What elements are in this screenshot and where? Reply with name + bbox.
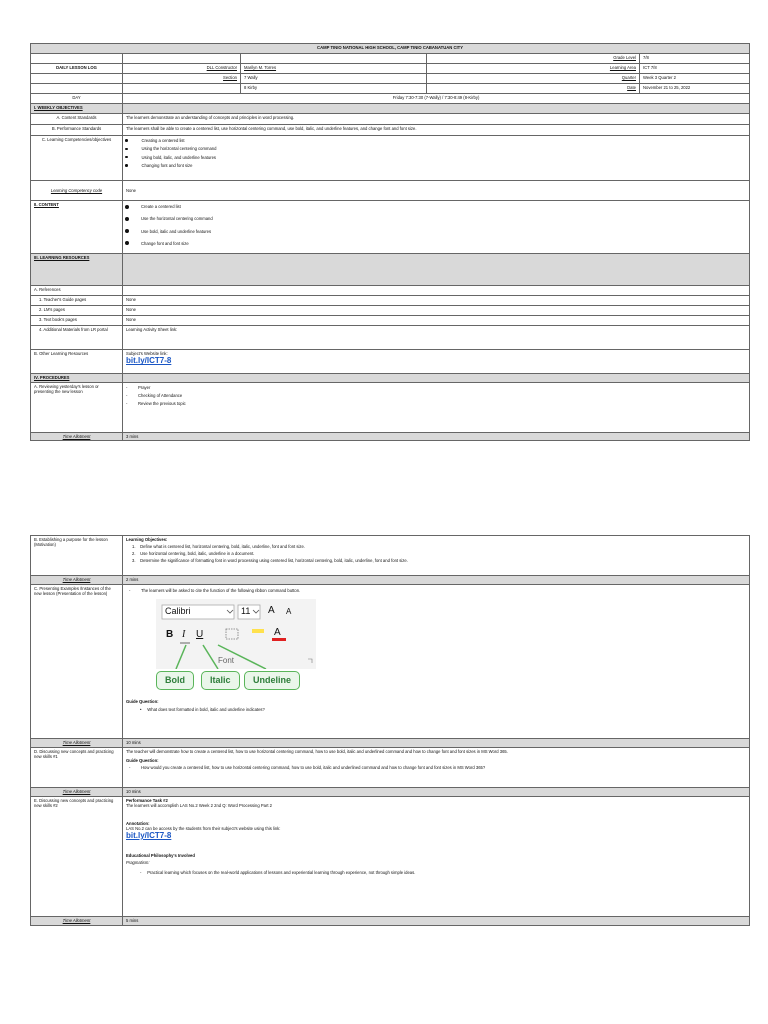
lesson-log-page-1 (30, 43, 749, 441)
procedure-d-label: D. Discussing new concepts and practicing new skills #1 (31, 748, 123, 788)
list-item: Using bold, italic, and underline features (125, 155, 749, 160)
textbook-value: None (123, 316, 750, 326)
bold-icon[interactable]: B (166, 628, 174, 640)
time-allotment-label: Time Allotment (31, 739, 123, 748)
grow-font-icon[interactable]: A (268, 604, 275, 616)
bullet-icon (125, 241, 129, 245)
school-name: CAMP TINIO NATIONAL HIGH SCHOOL, CAMP TINIO CABANATUAN CITY (31, 44, 750, 54)
competency-code-value: None (123, 181, 750, 201)
time-allotment-value: 10 mins (123, 788, 750, 797)
time-allotment-label: Time Allotment (31, 788, 123, 797)
pragmatism-text: - Practical learning which focuses on the real-world applications of lessons and experiential learning through experience, not through simple ideas. (140, 869, 416, 875)
other-resources-value: Subject's Website link: (126, 351, 168, 356)
list-item: - How would you create a centered list, how to use horizontal centering command, how to use bold, italic and underlined command and how to change font and font sizes in MS Word 365? (129, 765, 746, 770)
guide-question-title: Guide Question: (126, 698, 159, 704)
bullet-icon (125, 139, 128, 142)
philosophy-title: Educational Philosophy's Involved (126, 853, 195, 858)
references-label: A. References (31, 286, 123, 296)
list-item: Create a centered list (125, 204, 749, 209)
teachers-guide-label: 1. Teacher's Guide pages (31, 296, 123, 306)
underline-icon[interactable]: U (196, 628, 204, 640)
performance-standards-value: The learners shall be able to create a centered list, use horizontal centering command, use bold, italic, and underline features, and change font and font size. (123, 125, 750, 136)
additional-materials-value: Learning Activity Sheet link: (123, 326, 750, 350)
log-title: DAILY LESSON LOG (31, 64, 123, 74)
performance-task-text: The learners will accomplish LAS No.2 Week 2 2nd Q: Word Processing Part 2 (126, 803, 273, 809)
bullet-icon (125, 164, 128, 167)
grade-level-value: 7/8 (640, 54, 750, 64)
bullet-icon (125, 156, 128, 159)
procedure-d-text: The teacher will demonstrate how to create a centered list, how to use horizontal centering command, how to use bold, italic and underlined command and how to change font and font sizes in MS Word 365. (126, 749, 508, 754)
learning-objectives-title: Learning Objectives: (126, 537, 168, 542)
list-item: 2. Use horizontal centering, bold, italic, underline in a document. (132, 551, 255, 556)
bullet-icon (125, 205, 129, 209)
procedure-d-question (126, 765, 746, 770)
shrink-font-icon[interactable]: A (286, 606, 292, 616)
font-name-box[interactable]: Calibri (165, 605, 191, 616)
time-allotment-value: 10 mins (123, 739, 750, 748)
time-allotment-label: Time Allotment (31, 576, 123, 585)
grade-level-label: Grade Level (427, 54, 640, 64)
section-value-1: 7 Wally (241, 74, 427, 84)
textbook-label: 3. Text book's pages (31, 316, 123, 326)
list-item: - Checking of Attendance (126, 393, 749, 398)
additional-materials-label: 4. Additional Materials from LR portal (31, 326, 123, 350)
list-item: 3. Determine the significance of formatting font in word processing using centered list, horizontal centering, bold, italic, underline, font and font size. (132, 558, 408, 564)
time-allotment-label: Time Allotment (31, 433, 123, 441)
procedure-c-intro (126, 588, 746, 593)
font-size-box[interactable]: 11 (241, 605, 251, 616)
annotation-title: Annotation: (126, 820, 150, 826)
font-color-icon[interactable]: A (274, 626, 281, 638)
performance-standards-label: B. Performance Standards (31, 125, 123, 136)
font-group-label: Font (218, 655, 235, 665)
date-value: November 21 to 25, 2022 (640, 84, 750, 94)
section-label: Section (123, 74, 241, 84)
time-allotment-value: 3 mins (123, 433, 750, 441)
guide-question-title: Guide Question: (126, 758, 159, 764)
list-item: Using the horizontal centering command (125, 146, 749, 151)
time-allotment-value: 2 mins (123, 576, 750, 585)
procedures-heading: IV. PROCEDURES (31, 374, 123, 383)
content-list (123, 204, 749, 246)
procedure-c-label: C. Presenting Examples /Instances of the new lesson (Presentation of the lesson) (31, 585, 123, 739)
dll-constructor-label: DLL Constructor (123, 64, 241, 74)
day-label: DAY (31, 94, 123, 104)
italic-caption: Italic (201, 671, 240, 690)
bullet-icon (125, 148, 128, 151)
lm-value: None (123, 306, 750, 316)
competency-code-label: Learning Competency code (31, 181, 123, 201)
competencies-label: C. Learning Competencies/objectives (31, 136, 123, 181)
list-item: - Prayer (126, 385, 749, 390)
guide-question: • What does text formatted in bold, italic and underline indicates? (140, 707, 265, 712)
date-label: Date (427, 84, 640, 94)
list-item: Use the horizontal centering command (125, 216, 749, 221)
teachers-guide-value: None (123, 296, 750, 306)
other-resources-label: B. Other Learning Resources (31, 350, 123, 374)
website-link[interactable]: bit.ly/ICT7-8 (126, 356, 172, 366)
list-item: - The learners will be asked to cite the function of the following ribbon command button. (129, 588, 746, 593)
content-standards-label: A. Content Standards (31, 114, 123, 125)
bullet-icon (125, 217, 129, 221)
time-allotment-value: 5 mins (123, 917, 750, 926)
procedure-b-label: B. Establishing a purpose for the lesson (Motivation) (31, 536, 123, 576)
bold-caption: Bold (156, 671, 194, 690)
objectives-heading: I. WEEKLY OBJECTIVES (31, 104, 123, 114)
time-allotment-label: Time Allotment (31, 917, 123, 926)
annotation-text: LAS No.2 can be access by the students from their subject's website using this link: (126, 825, 281, 831)
list-item: Creating a centered list (125, 138, 749, 143)
quarter-value: Week 3 Quarter 2 (640, 74, 750, 84)
performance-task-title: Performance Task #2 (126, 798, 168, 803)
content-heading: II. CONTENT (31, 201, 123, 254)
font-ribbon-image (156, 599, 316, 695)
dll-constructor-value: Marilyn M. Torres (241, 64, 427, 74)
day-value: Friday 7:30-7:30 (7-Wally) / 7:30-8:49 (8-Kirby) (123, 94, 750, 104)
list-item: Change font and font size (125, 241, 749, 246)
competencies-list (123, 138, 749, 168)
list-item: 1. Define what is centered list, horizontal centering, bold, italic, underline, font and font size. (132, 543, 305, 549)
list-item: Changing font and font size (125, 163, 749, 168)
lesson-log-page-2 (30, 535, 749, 926)
content-standards-value: The learners demonstrate an understanding of concepts and principles in word processing. (123, 114, 750, 125)
lesson-log-table-1 (30, 43, 750, 441)
procedure-e-label: E. Discussing new concepts and practicing new skills #2 (31, 797, 123, 917)
lm-label: 2. LM's pages (31, 306, 123, 316)
procedure-a-label: A. Reviewing yesterday's lesson or presenting the new lesson (31, 383, 123, 433)
section-value-2: 8 Kirby (241, 84, 427, 94)
quarter-label: Quarter (427, 74, 640, 84)
learning-area-value: ICT 7/8 (640, 64, 750, 74)
learning-objectives-list (126, 544, 746, 564)
pragmatism-title: Pragmatism: (126, 860, 150, 866)
lesson-log-table-2 (30, 535, 750, 926)
list-item: - Review the previous topic (126, 401, 749, 406)
underline-caption: Undeline (244, 671, 300, 690)
italic-icon[interactable]: I (182, 628, 186, 640)
resources-heading: III. LEARNING RESOURCES (31, 254, 123, 286)
procedure-a-list (123, 385, 749, 407)
bullet-icon (125, 229, 129, 233)
learning-area-label: Learning Area (427, 64, 640, 74)
list-item: Use bold, italic and underline features (125, 229, 749, 234)
las-link[interactable]: bit.ly/ICT7-8 (126, 831, 172, 840)
